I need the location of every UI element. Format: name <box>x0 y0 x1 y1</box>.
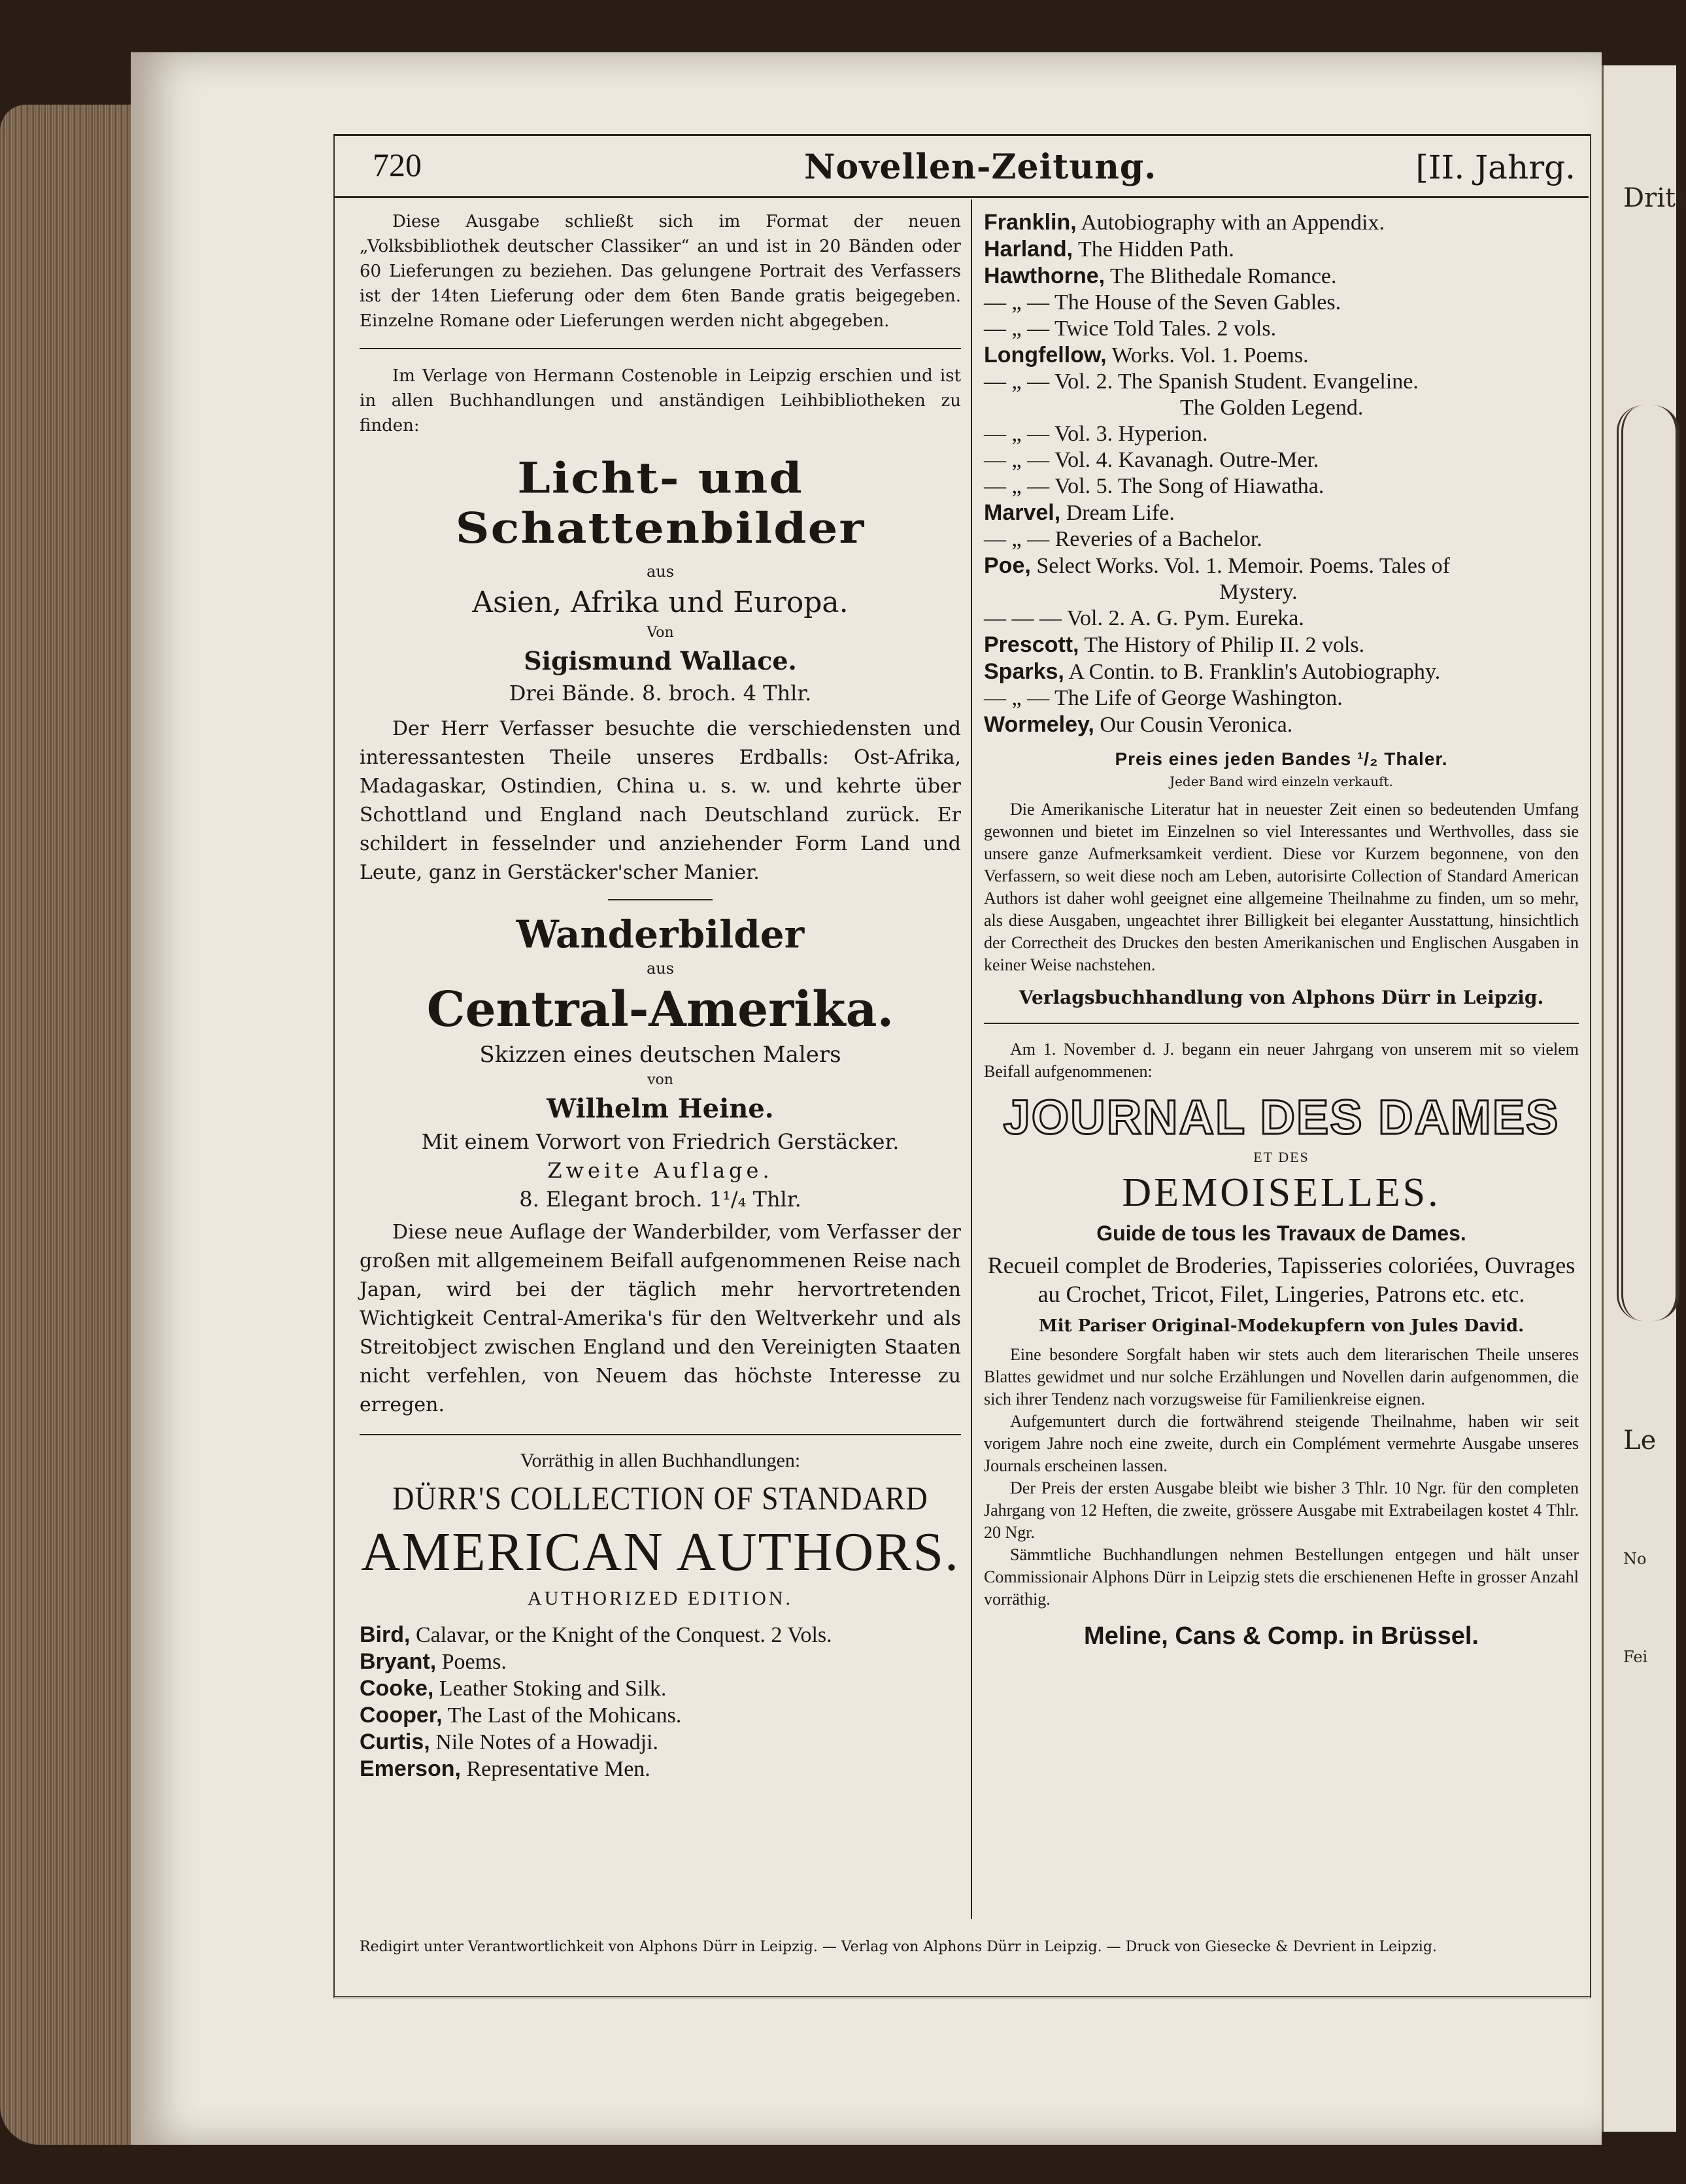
book-aus: aus <box>646 562 675 581</box>
list-item <box>984 685 1579 711</box>
author-list-right <box>984 209 1579 738</box>
journal-paragraph: Eine besondere Sorgfalt haben wir stets auch dem literarischen Theile unseres Blattes gewidmet und nur solche Erzählungen und Novellen darin aufgenommen, die sich ihrer Tendenz nach vorzugsweise für Familienkreise eignen. <box>984 1345 1579 1408</box>
author-work: Vol. 5. The Song of Hiawatha. <box>1054 474 1324 498</box>
right-column <box>984 209 1579 1650</box>
author-name: Marvel, <box>984 500 1061 525</box>
journal-paragraph: Aufgemuntert durch die fortwährend steigende Theilnahme, haben wir seit vorigem Jahre noch eine zweite, durch ein Complément vermehrte Ausgabe unseres Journals erscheinen lassen. <box>984 1412 1579 1475</box>
book-von: Von <box>647 624 674 641</box>
list-item <box>984 342 1579 369</box>
list-item <box>984 447 1579 473</box>
book-price: Drei Bände. 8. broch. 4 Thlr. <box>509 681 812 706</box>
list-item <box>360 1756 961 1783</box>
list-item-continuation: Mystery. <box>1219 580 1298 604</box>
author-work: The Blithedale Romance. <box>1110 264 1337 288</box>
adjacent-page-fragment: Dritt <box>1623 183 1686 213</box>
author-work: Dream Life. <box>1066 501 1175 525</box>
list-item <box>984 606 1579 632</box>
author-work: A Contin. to B. Franklin's Autobiography. <box>1068 660 1441 684</box>
author-work: Poems. <box>441 1650 507 1674</box>
journal-demoiselles: DEMOISELLES. <box>1122 1170 1441 1215</box>
book-author: Wilhelm Heine. <box>547 1093 774 1124</box>
adjacent-page-ornament <box>1617 405 1679 1321</box>
author-work: Reveries of a Bachelor. <box>1054 527 1262 551</box>
list-item <box>984 658 1579 685</box>
ditto-mark: — „ — <box>984 686 1050 710</box>
author-name: Hawthorne, <box>984 264 1105 288</box>
list-item <box>984 553 1579 579</box>
list-item <box>984 290 1579 316</box>
list-item <box>984 421 1579 447</box>
book-subtitle: Skizzen eines deutschen Malers <box>479 1042 841 1068</box>
author-work: Autobiography with an Appendix. <box>1081 211 1385 235</box>
ditto-mark: — „ — <box>984 290 1050 315</box>
author-list-left <box>360 1622 961 1783</box>
list-item-continuation: The Golden Legend. <box>1180 396 1364 420</box>
collection-title-line3: AUTHORIZED EDITION. <box>528 1588 793 1609</box>
author-work: Our Cousin Veronica. <box>1100 713 1293 737</box>
list-item <box>984 369 1579 395</box>
adjacent-page-fragment: Le <box>1623 1425 1657 1456</box>
author-name: Longfellow, <box>984 343 1107 367</box>
newspaper-title: Novellen-Zeitung. <box>804 147 1157 187</box>
adjacent-page-fragment: Fei <box>1623 1648 1648 1666</box>
left-column <box>360 209 961 1783</box>
book-edition: Zweite Auflage. <box>547 1158 773 1183</box>
journal-paragraph: Der Preis der ersten Ausgabe bleibt wie bisher 3 Thlr. 10 Ngr. für den completen Jahrgang von 12 Heften, die zweite, grössere Ausgabe mit Extrabeilagen kostet 4 Thlr. 20 Ngr. <box>984 1478 1579 1542</box>
list-item <box>360 1702 961 1729</box>
header-rule <box>333 196 1589 198</box>
american-literature-paragraph: Die Amerikanische Literatur hat in neuester Zeit einen so bedeutenden Umfang gewonnen und bietet im Einzelnen so viel Interessantes und Werthvolles, dass sie unsere ganze Aufmerksamkeit verdient. Diese vor Kurzem begonnene, von den Verfassern, so weit diese noch am Leben, autorisirte Collection of Standard American Authors ist daher wohl geeignet eine allgemeine Theilnahme zu finden, um so mehr, als diese Ausgaben, ungeachtet ihrer Billigkeit bei eleganter Ausstattung, hinsichtlich der Correctheit des Druckes den besten Amerikanischen und Englischen Ausgaben in keiner Weise nachstehen. <box>984 800 1579 974</box>
author-name: Curtis, <box>360 1730 430 1754</box>
author-work: Select Works. Vol. 1. Memoir. Poems. Tales of <box>1036 554 1450 578</box>
author-work: Leather Stoking and Silk. <box>439 1677 667 1701</box>
journal-paragraph: Sämmtliche Buchhandlungen nehmen Bestellungen entgegen und hält unser Commissionair Alphons Dürr in Leipzig stets die erschienenen Hefte in grosser Anzahl vorräthig. <box>984 1545 1579 1609</box>
author-work: Vol. 3. Hyperion. <box>1054 422 1208 446</box>
author-name: Prescott, <box>984 632 1079 657</box>
intro-paragraph: Diese Ausgabe schließt sich im Format der neuen „Volksbibliothek deutscher Classiker“ an und ist in 20 Bänden oder 60 Lieferungen zu beziehen. Das gelungene Portrait des Verfassers ist der 14ten Lieferung oder dem 6ten Bande gratis beigegeben. Einzelne Romane oder Lieferungen werden nicht abgegeben. <box>360 212 961 331</box>
author-name: Harland, <box>984 237 1073 262</box>
author-name: Wormeley, <box>984 712 1094 737</box>
adjacent-page-fragment: No <box>1623 1550 1647 1568</box>
column-divider <box>971 199 972 1919</box>
section-rule <box>360 1434 961 1435</box>
list-item <box>984 526 1579 553</box>
list-item <box>360 1675 961 1702</box>
list-item <box>984 236 1579 263</box>
author-name: Poe, <box>984 553 1031 578</box>
ditto-mark: — — — <box>984 606 1062 630</box>
author-work: Works. Vol. 1. Poems. <box>1111 343 1309 367</box>
list-item <box>360 1648 961 1675</box>
volume-year: [II. Jahrg. <box>1415 148 1576 186</box>
list-item <box>984 263 1579 290</box>
ditto-mark: — „ — <box>984 316 1050 341</box>
list-item <box>984 473 1579 500</box>
book-author: Sigismund Wallace. <box>524 646 797 675</box>
journal-et-des: ET DES <box>1253 1149 1309 1165</box>
book-vorwort: Mit einem Vorwort von Friedrich Gerstäcker. <box>421 1129 900 1154</box>
page-number: 720 <box>373 146 422 183</box>
ditto-mark: — „ — <box>984 448 1050 472</box>
author-work: The History of Philip II. 2 vols. <box>1084 633 1365 657</box>
author-name: Emerson, <box>360 1756 461 1781</box>
author-name: Franklin, <box>984 210 1077 235</box>
author-work: Vol. 2. A. G. Pym. Eureka. <box>1066 606 1304 630</box>
book-places: Asien, Afrika und Europa. <box>472 586 849 619</box>
collection-title-line2: AMERICAN AUTHORS. <box>360 1522 960 1582</box>
author-name: Bryant, <box>360 1649 437 1674</box>
short-rule <box>608 899 713 900</box>
volume-price-note: Jeder Band wird einzeln verkauft. <box>1170 774 1393 789</box>
ditto-mark: — „ — <box>984 369 1050 394</box>
book-place-central-amerika: Central-Amerika. <box>426 981 894 1038</box>
list-item <box>360 1622 961 1648</box>
author-work: The Hidden Path. <box>1077 237 1234 262</box>
journal-intro: Am 1. November d. J. begann ein neuer Jahrgang von unserem mit so vielem Beifall aufgenommenen: <box>984 1040 1579 1081</box>
page-footer: Redigirt unter Verantwortlichkeit von Alphons Dürr in Leipzig. — Verlag von Alphons Dürr in Leipzig. — Druck von Giesecke & Devrient in Leipzig. <box>360 1939 1437 1955</box>
list-item <box>984 500 1579 526</box>
author-work: The House of the Seven Gables. <box>1054 290 1341 315</box>
ditto-mark: — „ — <box>984 527 1050 551</box>
book-title-licht-und-schattenbilder: Licht- und Schattenbilder <box>455 452 866 553</box>
author-work: Twice Told Tales. 2 vols. <box>1054 316 1277 341</box>
book-description: Diese neue Auflage der Wanderbilder, vom Verfasser der großen mit allgemeinem Beifall aufgenommenen Reise nach Japan, wird bei der täglich mehr hervortretenden Wichtigkeit Central-Amerika's für den Weltverkehr und als Streitobject zwischen England und den Vereinigten Staaten nicht verfehlen, von Neuem das höchste Interesse zu erregen. <box>360 1221 961 1416</box>
author-work: Vol. 2. The Spanish Student. Evangeline. <box>1054 369 1419 394</box>
section-rule <box>360 348 961 349</box>
journal-title: JOURNAL DES DAMES <box>1003 1090 1560 1144</box>
collection-title-line1: DÜRR'S COLLECTION OF STANDARD <box>392 1480 928 1517</box>
journal-guide: Guide de tous les Travaux de Dames. <box>1096 1221 1466 1245</box>
ditto-mark: — „ — <box>984 422 1050 446</box>
author-name: Sparks, <box>984 659 1064 684</box>
author-name: Cooke, <box>360 1676 434 1701</box>
author-name: Bird, <box>360 1622 411 1647</box>
author-work: Vol. 4. Kavanagh. Outre-Mer. <box>1054 448 1319 472</box>
author-work: The Life of George Washington. <box>1054 686 1343 710</box>
journal-fashion-plates: Mit Pariser Original-Modekupfern von Jules David. <box>1038 1316 1525 1336</box>
adjacent-page <box>1602 65 1686 2132</box>
author-work: Nile Notes of a Howadji. <box>435 1730 659 1754</box>
author-name: Cooper, <box>360 1703 443 1728</box>
ditto-mark: — „ — <box>984 474 1050 498</box>
journal-signature: Meline, Cans & Comp. in Brüssel. <box>1084 1622 1479 1650</box>
list-item <box>984 209 1579 236</box>
book-von: von <box>647 1072 673 1088</box>
availability-note: Vorräthig in allen Buchhandlungen: <box>520 1450 801 1471</box>
publisher-signature: Verlagsbuchhandlung von Alphons Dürr in Leipzig. <box>1019 987 1544 1008</box>
book-aus: aus <box>646 959 675 978</box>
list-item <box>984 316 1579 342</box>
book-price: 8. Elegant broch. 1¹/₄ Thlr. <box>519 1187 801 1212</box>
author-work: The Last of the Mohicans. <box>447 1703 682 1728</box>
volume-price: Preis eines jeden Bandes ¹/₂ Thaler. <box>1115 749 1448 769</box>
author-work: Calavar, or the Knight of the Conquest. 2 Vols. <box>415 1623 832 1647</box>
list-item <box>984 711 1579 738</box>
author-work: Representative Men. <box>466 1757 650 1781</box>
list-item <box>360 1729 961 1756</box>
list-item <box>984 632 1579 658</box>
section-rule <box>984 1023 1579 1024</box>
book-title-wanderbilder: Wanderbilder <box>516 912 805 957</box>
publisher-notice: Im Verlage von Hermann Costenoble in Leipzig erschien und ist in allen Buchhandlungen und anständigen Leihbibliotheken zu finden: <box>360 366 961 435</box>
journal-contents: Recueil complet de Broderies, Tapisseries coloriées, Ouvrages au Crochet, Tricot, Filet, Lingeries, Patrons etc. etc. <box>987 1252 1576 1307</box>
page-header <box>333 141 1589 193</box>
book-description: Der Herr Verfasser besuchte die verschiedensten und interessantesten Theile unseres Erdballs: Ost-Afrika, Madagaskar, Ostindien, China u. s. w. und kehrte über Schottland und England nach Deutschland zurück. Er schildert in fesselnder und anziehender Form Land und Leute, ganz in Gerstäcker'scher Manier. <box>360 717 961 884</box>
